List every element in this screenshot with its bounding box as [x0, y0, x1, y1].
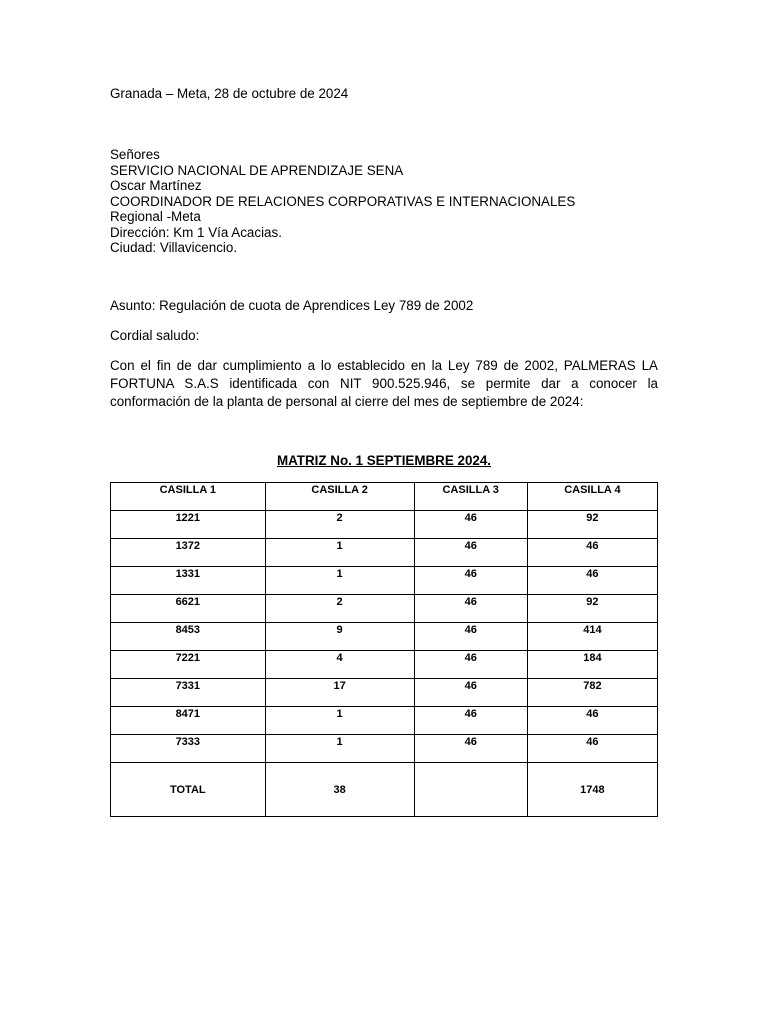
recipient-regional: Regional -Meta	[110, 209, 201, 224]
table-cell: 46	[414, 707, 527, 735]
recipient-position: COORDINADOR DE RELACIONES CORPORATIVAS E INTERNACIONALES	[110, 193, 576, 209]
table-cell: 414	[527, 623, 657, 651]
recipient-name: Oscar Martínez	[110, 178, 202, 193]
table-cell: 8453	[111, 623, 266, 651]
table-row	[111, 567, 658, 595]
table-cell: 46	[527, 707, 657, 735]
recipient-organization: SERVICIO NACIONAL DE APRENDIZAJE SENA	[110, 162, 404, 178]
table-row	[111, 511, 658, 539]
table-cell: 46	[527, 735, 657, 763]
table-cell: 46	[414, 623, 527, 651]
column-header: CASILLA 1	[111, 483, 266, 511]
table-row	[111, 539, 658, 567]
body-line: conformación de la planta de personal al cierre del mes de septiembre de 2024:	[110, 394, 584, 409]
table-cell: 6621	[111, 595, 266, 623]
table-cell: 46	[414, 567, 527, 595]
table-row	[111, 651, 658, 679]
total-label: TOTAL	[111, 763, 266, 817]
table-cell: 1	[265, 735, 414, 763]
recipient-city: Ciudad: Villavicencio.	[110, 240, 238, 255]
table-cell: 92	[527, 511, 657, 539]
table-cell: 1331	[111, 567, 266, 595]
matrix-table	[110, 482, 658, 817]
table-cell: 46	[527, 539, 657, 567]
body-line: Con el fin de dar cumplimiento a lo establecido en la Ley 789 de 2002, PALMERAS LA	[110, 358, 658, 373]
table-total-row	[111, 763, 658, 817]
body-paragraph	[110, 357, 658, 411]
recipient-greeting: Señores	[110, 147, 160, 162]
column-header: CASILLA 3	[414, 483, 527, 511]
table-row	[111, 735, 658, 763]
table-cell: 1372	[111, 539, 266, 567]
table-cell: 184	[527, 651, 657, 679]
recipient-block	[110, 147, 575, 256]
table-cell: 46	[414, 511, 527, 539]
table-cell: 46	[414, 679, 527, 707]
total-cell: 1748	[527, 763, 657, 817]
table-cell: 2	[265, 595, 414, 623]
table-cell: 8471	[111, 707, 266, 735]
table-row	[111, 707, 658, 735]
table-cell: 4	[265, 651, 414, 679]
table-cell: 1221	[111, 511, 266, 539]
table-cell: 17	[265, 679, 414, 707]
table-cell: 46	[527, 567, 657, 595]
table-row	[111, 595, 658, 623]
subject-line: Asunto: Regulación de cuota de Aprendices Ley 789 de 2002	[110, 298, 474, 313]
table-cell: 7221	[111, 651, 266, 679]
table-cell: 46	[414, 539, 527, 567]
table-cell: 2	[265, 511, 414, 539]
table-cell: 1	[265, 539, 414, 567]
table-title: MATRIZ No. 1 SEPTIEMBRE 2024.	[276, 453, 492, 468]
total-cell	[414, 763, 527, 817]
recipient-address: Dirección: Km 1 Vía Acacias.	[110, 224, 282, 240]
table-cell: 46	[414, 595, 527, 623]
table-header-row	[111, 483, 658, 511]
table-row	[111, 679, 658, 707]
table-cell: 46	[414, 735, 527, 763]
body-line: FORTUNA S.A.S identificada con NIT 900.525.946, se permite dar a conocer la	[110, 376, 658, 391]
total-cell: 38	[265, 763, 414, 817]
column-header: CASILLA 4	[527, 483, 657, 511]
salutation: Cordial saludo:	[110, 328, 200, 343]
place-date: Granada – Meta, 28 de octubre de 2024	[110, 86, 349, 101]
table-cell: 7333	[111, 735, 266, 763]
table-cell: 9	[265, 623, 414, 651]
table-cell: 46	[414, 651, 527, 679]
table-cell: 1	[265, 567, 414, 595]
table-row	[111, 623, 658, 651]
column-header: CASILLA 2	[265, 483, 414, 511]
table-cell: 7331	[111, 679, 266, 707]
table-cell: 1	[265, 707, 414, 735]
table-cell: 782	[527, 679, 657, 707]
table-cell: 92	[527, 595, 657, 623]
